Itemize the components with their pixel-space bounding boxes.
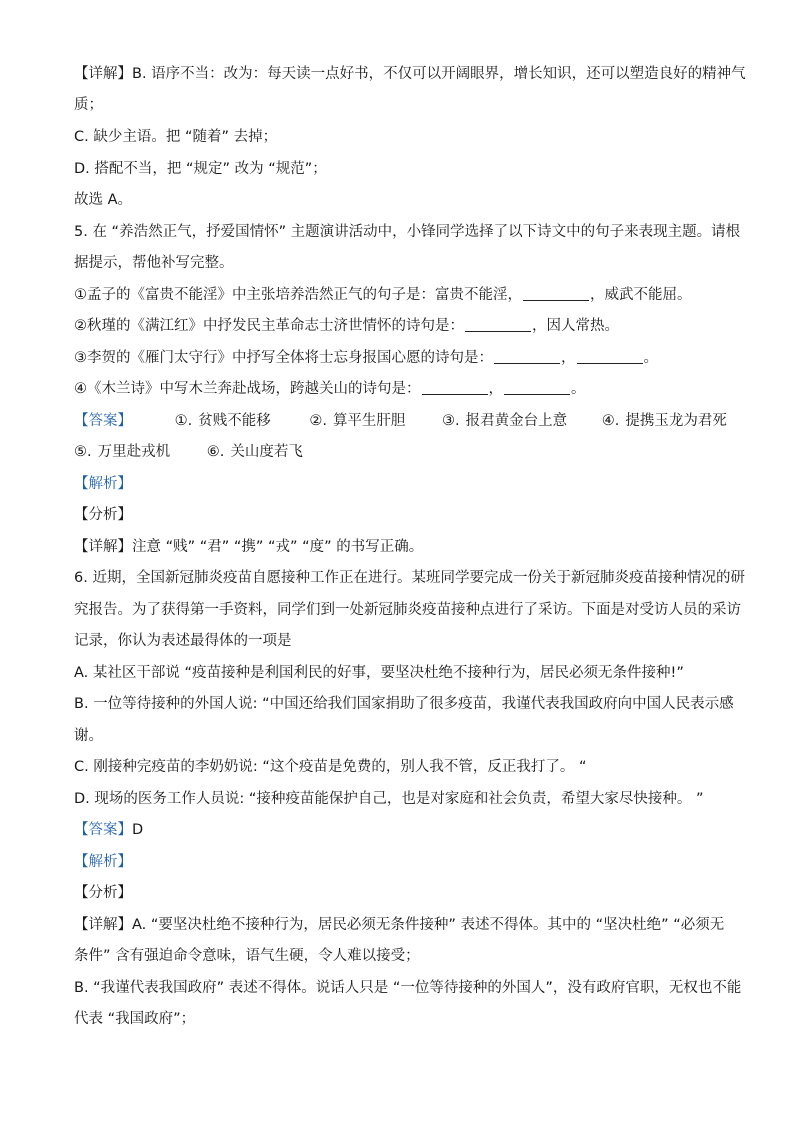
explain-line-d: D. 搭配不当，把 “规定” 改为 “规范”； (74, 161, 327, 177)
option-b-cont: 谢。 (74, 728, 103, 744)
fenxi-tag: 【分析】 (74, 507, 132, 523)
question-5-item-3: ③李贺的《雁门太守行》中抒写全体将士忘身报国心愿的诗句是： ， 。 (74, 350, 658, 366)
answer-blank (465, 317, 531, 332)
detail-6-line-2: 条件” 含有强迫命令意味，语气生硬，令人难以接受； (74, 948, 420, 964)
answer-blank (422, 380, 488, 395)
question-5-item-1: ①孟子的《富贵不能淫》中主张培养浩然正气的句子是：富贵不能淫， ，威武不能屈。 (74, 287, 692, 303)
option-a: A. 某社区干部说 “疫苗接种是利国利民的好事，要坚决杜绝不接种行为，居民必须无条件接种!” (74, 665, 684, 681)
detail-line-5: 【详解】注意 “贱” “君” “携” “戎” “度” 的书写正确。 (74, 539, 424, 555)
detail-6-line-4: 代表 “我国政府”； (74, 1011, 196, 1027)
explain-line-b-cont: 质； (74, 97, 103, 113)
question-5-answer-row-1 (74, 411, 727, 431)
option-d: D. 现场的医务工作人员说: “接种疫苗能保护自己，也是对家庭和社会负责，希望大家尽快接种。 ” (74, 791, 704, 807)
detail-6-line-3: B. “我谨代表我国政府” 表述不得体。说话人只是 “一位等待接种的外国人”，没有政府官职，无权也不能 (74, 980, 742, 996)
option-b: B. 一位等待接种的外国人说: “中国还给我们国家捐助了很多疫苗，我谨代表我国政府向中国人民表示感 (74, 696, 734, 712)
answer-tag: 【答案】 (74, 413, 132, 429)
answer-item-1: ①. 贫贱不能移 (174, 413, 271, 429)
question-6-stem-cont2: 记录，你认为表述最得体的一项是 (74, 633, 292, 649)
answer-item-2: ②. 算平生肝胆 (309, 413, 406, 429)
analysis-tag: 【解析】 (74, 476, 132, 492)
question-6-stem: 6. 近期，全国新冠肺炎疫苗自愿接种工作正在进行。某班同学要完成一份关于新冠肺炎疫苗接种情况的研 (74, 570, 745, 586)
analysis-tag-2: 【解析】 (74, 854, 132, 870)
question-5-stem-cont: 据提示，帮他补写完整。 (74, 255, 234, 271)
answer-item-5: ⑤. 万里赴戎机 (74, 444, 171, 460)
question-5-item-2: ②秋瑾的《满江红》中抒发民主革命志士济世情怀的诗句是： ，因人常热。 (74, 318, 619, 334)
answer-item-4: ④. 提携玉龙为君死 (601, 413, 727, 429)
question-6-stem-cont: 究报告。为了获得第一手资料，同学们到一处新冠肺炎疫苗接种点进行了采访。下面是对受访人员的采访 (74, 602, 741, 618)
answer-blank (523, 286, 589, 301)
answer-item-3: ③. 报君黄金台上意 (442, 413, 568, 429)
question-5-answer-row-2 (74, 442, 303, 462)
option-c: C. 刚接种完疫苗的李奶奶说: “这个疫苗是免费的，别人我不管，反正我打了。 “ (74, 759, 587, 775)
question-5-item-4: ④《木兰诗》中写木兰奔赴战场，跨越关山的诗句是： ， 。 (74, 381, 586, 397)
question-6-answer: 【答案】D (74, 822, 144, 838)
answer-item-6: ⑥. 关山度若飞 (206, 444, 303, 460)
detail-6-line-1: 【详解】A. “要坚决杜绝不接种行为，居民必须无条件接种” 表述不得体。其中的 “坚决杜绝” “必须无 (74, 917, 725, 933)
choice-answer-line: 故选 A。 (74, 192, 133, 208)
fenxi-tag-2: 【分析】 (74, 885, 132, 901)
answer-blank (494, 349, 560, 364)
answer-blank (577, 349, 643, 364)
explain-line-c: C. 缺少主语。把 “随着” 去掉； (74, 129, 278, 145)
answer-blank (504, 380, 570, 395)
explain-line-b: 【详解】B. 语序不当：改为：每天读一点好书，不仅可以开阔眼界，增长知识，还可以塑造良好的精神气 (74, 66, 746, 82)
question-5-stem: 5. 在 “养浩然正气，抒爱国情怀” 主题演讲活动中，小锋同学选择了以下诗文中的句子来表现主题。请根 (74, 224, 741, 240)
